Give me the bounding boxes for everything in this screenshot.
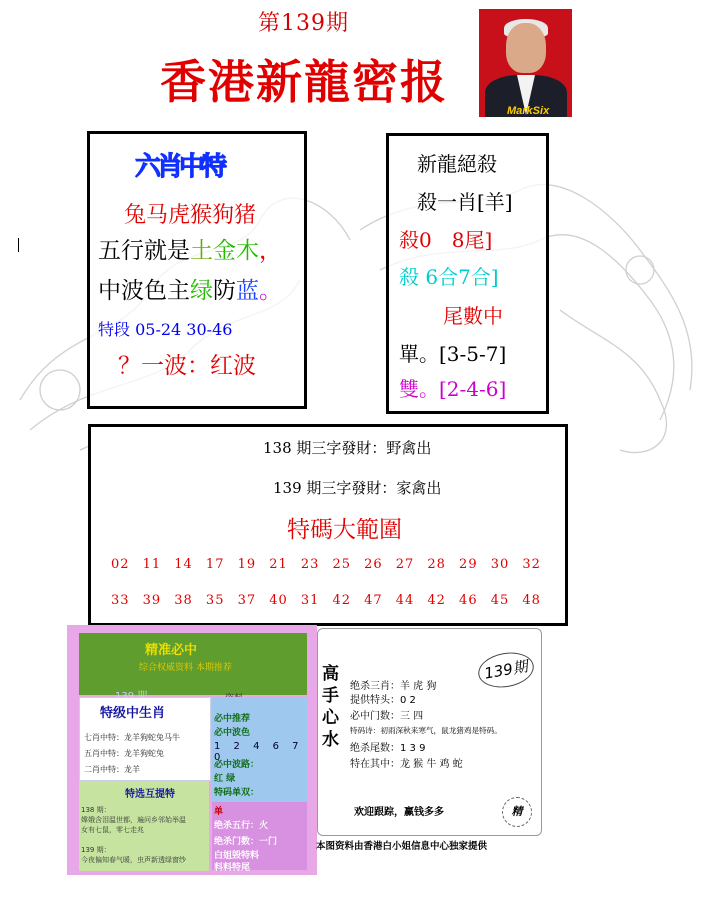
prediction-line: 特码单双： <box>214 788 260 798</box>
expert-line: 必中门数：三 四 <box>350 711 424 722</box>
range-number: 25 <box>332 557 352 572</box>
issue-number: 第139期 <box>258 11 349 36</box>
color-suffix: 。 <box>259 278 282 304</box>
expert-poem: 特码诗：初雨深秋来寒气，鼠龙猪鸡是特码。 <box>350 726 502 735</box>
range-number: 46 <box>459 593 478 608</box>
range-number: 28 <box>427 557 446 572</box>
kill-tail: 殺0 8尾] <box>399 228 493 252</box>
wuxing-suffix: ， <box>259 238 282 264</box>
range-number: 47 <box>364 593 383 608</box>
kill-zodiac: 殺一肖[羊] <box>417 190 513 214</box>
number-row-1 <box>111 557 541 572</box>
range-number: 32 <box>522 557 541 572</box>
special-range: 特段 05-24 30-46 <box>98 320 233 339</box>
range-number: 30 <box>490 557 510 572</box>
poem-line: 嫦娥含泪温世都，遍问乡邻始举温 <box>81 816 186 824</box>
side-char: 心 <box>322 708 339 728</box>
range-number: 42 <box>427 593 446 608</box>
range-number: 21 <box>269 557 288 572</box>
text-cursor <box>18 238 19 252</box>
expert-line: 提供特头：0 2 <box>350 695 416 706</box>
range-number: 31 <box>300 593 320 608</box>
zodiac-pick-card <box>79 697 211 781</box>
box1-heading: 六肖中特 <box>135 152 224 182</box>
page-title: 香港新龍密报 <box>160 55 448 109</box>
range-number: 27 <box>395 557 415 572</box>
range-number: 19 <box>237 557 257 572</box>
range-number: 14 <box>174 557 193 572</box>
color-green: 绿 <box>190 278 213 304</box>
range-number: 39 <box>142 593 162 608</box>
prediction-line: 必中波路： <box>214 760 260 770</box>
range-number: 42 <box>332 593 352 608</box>
range-number: 40 <box>269 593 288 608</box>
range-number: 38 <box>174 593 193 608</box>
prediction-line: 绝杀门数：一门 <box>214 837 278 847</box>
side-char: 水 <box>322 730 339 750</box>
expert-line: 绝杀尾数：1 3 9 <box>350 743 426 754</box>
welcome-text: 欢迎跟踪，赢钱多多 <box>354 807 444 818</box>
poem-line: 女有七鼠，零七走兆 <box>81 826 144 834</box>
even-tails: 雙。[2-4-6] <box>399 377 507 401</box>
prediction-numbers: 1 2 4 6 7 0 <box>214 741 304 763</box>
range-number: 44 <box>395 593 415 608</box>
wave-line: ？一波：红波 <box>118 353 256 379</box>
range-number: 17 <box>205 557 225 572</box>
range-number: 45 <box>490 593 510 608</box>
footer-credit: 本图资料由香港白小姐信息中心独家提供 <box>316 841 488 852</box>
promo-panel <box>67 625 317 875</box>
prediction-line: 白姐毁特料 <box>214 851 260 861</box>
range-number: 02 <box>111 557 130 572</box>
issue-badge: 139期 <box>475 648 536 691</box>
six-zodiac-box <box>87 131 307 409</box>
side-char: 高 <box>322 664 339 684</box>
photo-logo: MarkSix <box>507 105 550 117</box>
expert-side-title <box>322 663 344 751</box>
expert-panel <box>317 628 542 836</box>
range-number: 29 <box>459 557 478 572</box>
range-number: 37 <box>237 593 257 608</box>
range-number: 35 <box>205 593 225 608</box>
wuxing-metal-wood: 金木 <box>213 238 259 264</box>
odd-tails: 單。[3-5-7] <box>399 342 507 366</box>
prediction-line: 单 <box>214 807 224 817</box>
tail-heading: 尾數中 <box>443 304 503 328</box>
pick-line: 七肖中特：龙羊狗蛇兔马牛 <box>84 733 180 742</box>
expert-line: 特在其中：龙 猴 牛 鸡 蛇 <box>350 759 463 770</box>
range-title: 特碼大範圍 <box>287 517 402 543</box>
stamp-icon: 精 <box>502 797 532 827</box>
pick-line: 二肖中特：龙羊 <box>84 765 140 774</box>
prediction-column <box>212 697 307 802</box>
prediction-column-lower <box>212 802 307 873</box>
number-row-2 <box>111 593 541 608</box>
avatar-photo <box>479 9 572 117</box>
range-number: 23 <box>300 557 320 572</box>
zodiac-pick-head: 特级中生肖 <box>100 706 166 721</box>
zodiac-list: 兔马虎猴狗猪 <box>124 203 257 228</box>
promo-top-label: 精准必中 <box>145 643 198 658</box>
prediction-line: 绝杀五行：火 <box>214 821 269 831</box>
prediction-line: 料料特尾 <box>214 863 251 873</box>
color-blue: 蓝 <box>236 278 259 304</box>
pick-line: 五肖中特：龙羊狗蛇兔 <box>84 749 164 758</box>
kill-combo: 殺 6合7合] <box>399 265 499 289</box>
color-mid: 防 <box>213 278 236 304</box>
color-line <box>98 272 282 305</box>
poem-card <box>79 781 209 871</box>
kill-title: 新龍絕殺 <box>417 152 497 176</box>
promo-top-sub: 综合权威资料 本期推荐 <box>139 663 232 673</box>
poem-line: 138 期： <box>81 806 111 814</box>
expert-line: 绝杀三肖：羊 虎 狗 <box>350 681 437 692</box>
three-char-139: 139 期三字發財：家禽出 <box>273 479 442 497</box>
poem-head: 特选互提特 <box>125 789 175 800</box>
kill-box <box>386 133 549 414</box>
prediction-line: 红 绿 <box>214 774 236 784</box>
range-number: 11 <box>142 557 162 572</box>
range-number: 33 <box>111 593 130 608</box>
color-prefix: 中波色主 <box>98 278 190 304</box>
promo-top-banner <box>79 633 307 695</box>
three-char-138: 138 期三字發財：野禽出 <box>263 439 432 457</box>
range-box <box>88 424 568 626</box>
range-number: 48 <box>522 593 541 608</box>
prediction-line: 必中推荐 <box>214 714 251 724</box>
poem-line: 今夜偏知春气暖，虫声新透绿窗纱 <box>81 856 186 864</box>
wuxing-prefix: 五行就是 <box>98 238 190 264</box>
wuxing-earth: 土 <box>190 238 213 264</box>
prediction-line: 必中波色 <box>214 728 251 738</box>
poem-line: 139 期： <box>81 846 111 854</box>
wuxing-line <box>98 232 282 265</box>
photo-face <box>506 23 546 73</box>
range-number: 26 <box>364 557 383 572</box>
side-char: 手 <box>322 686 339 706</box>
